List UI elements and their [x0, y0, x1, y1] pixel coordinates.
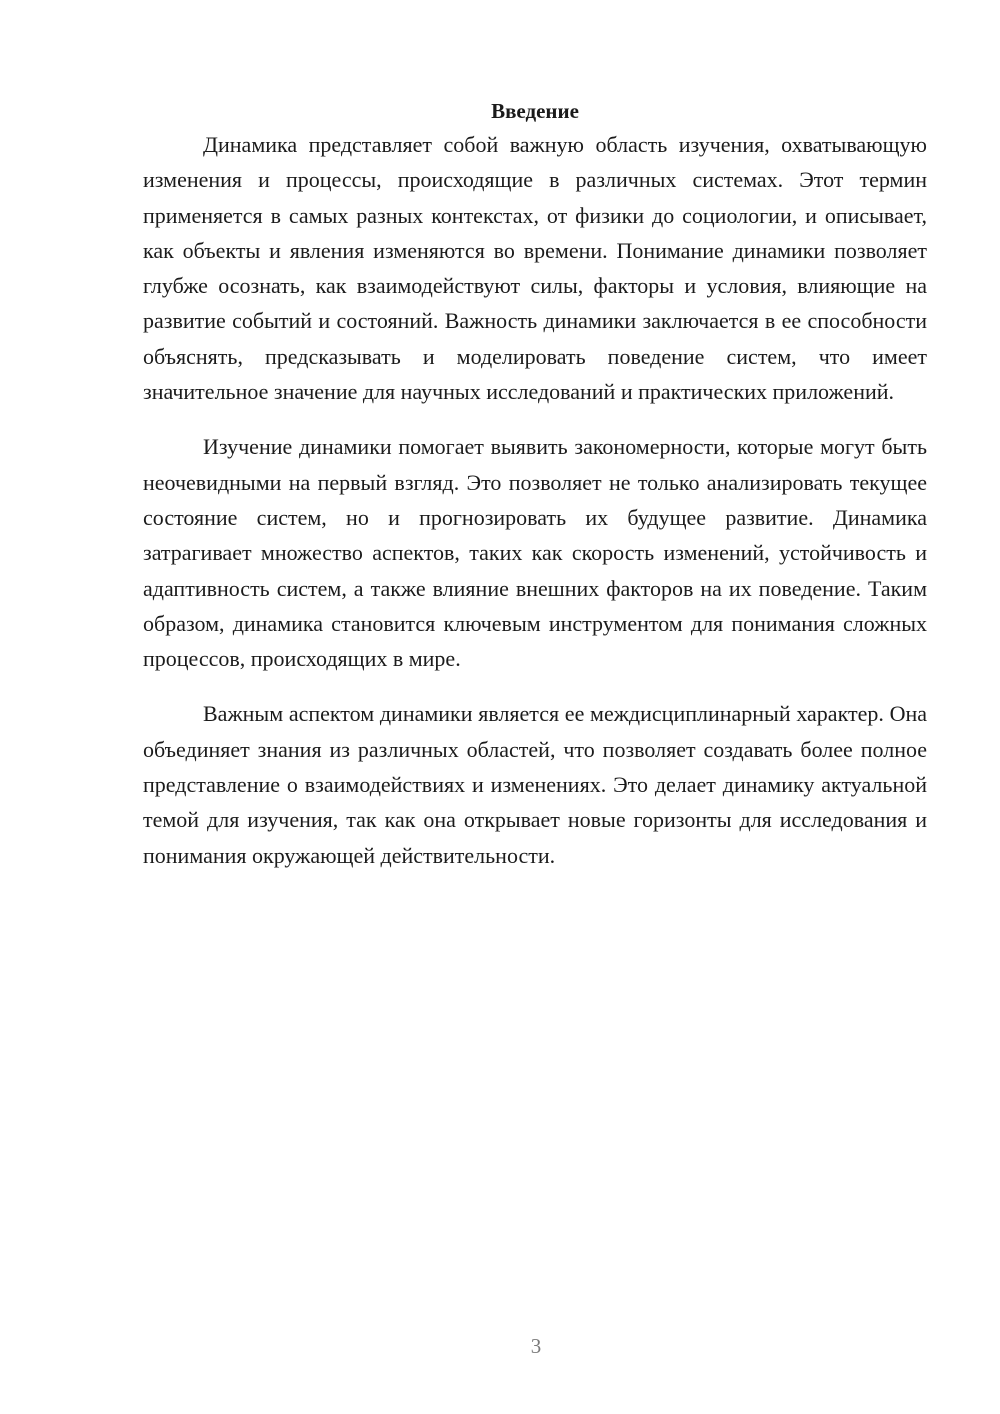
- paragraph: Динамика представляет собой важную область изучения, охватывающую изменения и процессы, происходящие в различных системах. Этот термин применяется в самых разных контекстах, от физики до социологии, и описывает, как объекты и явления изменяются во времени. Понимание динамики позволяет глубже осознать, как взаимодействуют силы, факторы и условия, влияющие на развитие событий и состояний. Важность динамики заключается в ее способности объяснять, предсказывать и моделировать поведение систем, что имеет значительное значение для научных исследований и практических приложений.: [143, 132, 927, 405]
- paragraph: Важным аспектом динамики является ее междисциплинарный характер. Она объединяет знания из различных областей, что позволяет создавать более полное представление о взаимодействиях и изменениях. Это делает динамику актуальной темой для изучения, так как она открывает новые горизонты для исследования и понимания окружающей действительности.: [143, 701, 927, 868]
- section-title: Введение: [491, 99, 579, 123]
- paragraph: Изучение динамики помогает выявить закономерности, которые могут быть неочевидными на первый взгляд. Это позволяет не только анализировать текущее состояние систем, но и прогнозировать их будущее развитие. Динамика затрагивает множество аспектов, таких как скорость изменений, устойчивость и адаптивность систем, а также влияние внешних факторов на их поведение. Таким образом, динамика становится ключевым инструментом для понимания сложных процессов, происходящих в мире.: [143, 434, 927, 672]
- page-content: [143, 96, 927, 873]
- page-number: 3: [530, 1334, 542, 1358]
